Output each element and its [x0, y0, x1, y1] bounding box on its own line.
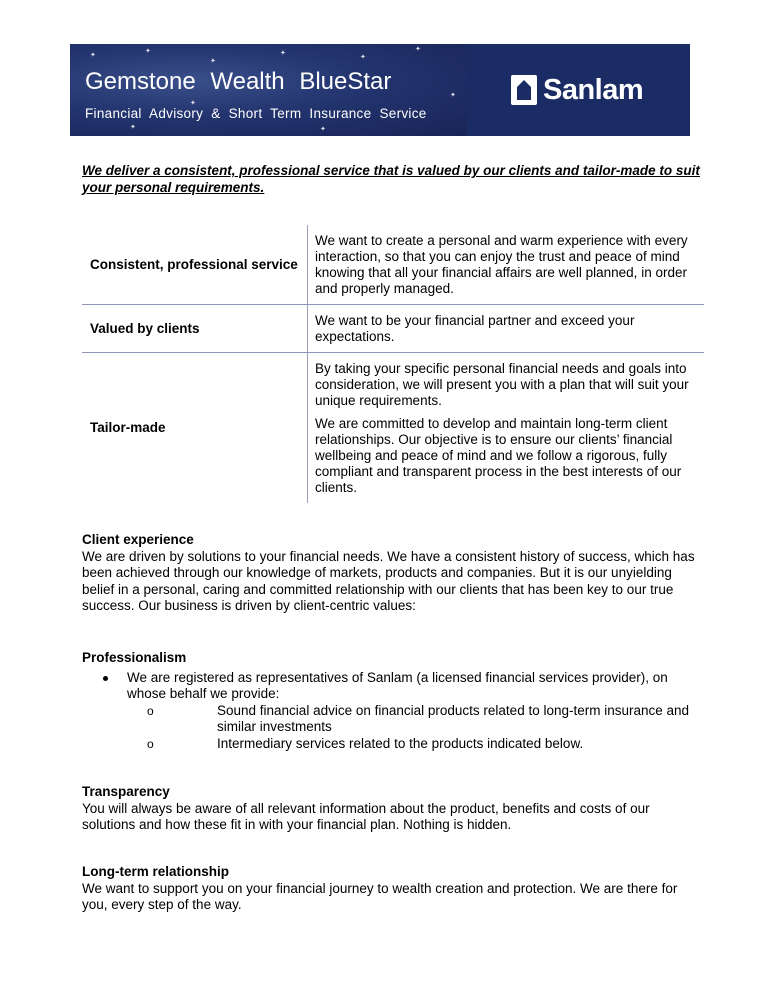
brand-name: Sanlam — [543, 74, 644, 106]
star-icon: ✦ — [190, 100, 196, 107]
professionalism-section — [82, 650, 702, 752]
value-paragraph: By taking your specific personal financial needs and goals into consideration, we will present you with a plan that will suit your unique requirements. — [315, 361, 689, 408]
star-icon: ✦ — [320, 126, 326, 133]
section-body: You will always be aware of all relevant information about the product, benefits and costs of our solutions and how these fit in with your financial plan. Nothing is hidden. — [82, 800, 650, 832]
value-paragraph: We are committed to develop and maintain long-term client relationships. Our objective is to ensure our clients’ financial wellbeing and peace of mind and we follow a rigorous, fully compliant and transparent process in the best interests of our clients. — [315, 416, 682, 495]
client-experience-section — [82, 532, 702, 615]
intro-statement: We deliver a consistent, professional service that is valued by our clients and tailor-made to suit your personal requirements. — [82, 163, 700, 195]
list-item — [82, 736, 702, 753]
list-item — [82, 670, 702, 753]
long-term-section — [82, 864, 702, 914]
sanlam-logo — [511, 74, 643, 106]
star-icon: ✦ — [280, 50, 286, 57]
section-heading: Professionalism — [82, 650, 187, 665]
value-description — [308, 353, 704, 503]
values-row — [82, 225, 704, 305]
values-row — [82, 353, 704, 503]
value-description — [308, 305, 704, 352]
value-label: Consistent, professional service — [82, 225, 308, 304]
section-heading: Long-term relationship — [82, 864, 230, 879]
header-banner — [70, 44, 690, 136]
value-paragraph: We want to create a personal and warm experience with every interaction, so that you can enjoy the trust and peace of mind knowing that all your financial affairs are well planned, in order and properly managed. — [315, 233, 688, 296]
star-icon: ✦ — [145, 48, 151, 55]
sub-item-text: Sound financial advice on financial products related to long-term insurance and similar investments — [217, 702, 690, 734]
circle-bullet-icon: o — [147, 736, 154, 751]
bullet-icon — [103, 676, 108, 681]
sub-item-text: Intermediary services related to the products indicated below. — [217, 735, 584, 751]
star-icon: ✦ — [360, 54, 366, 61]
banner-title: Gemstone Wealth BlueStar — [85, 68, 392, 95]
value-label: Valued by clients — [82, 305, 308, 352]
list-item — [82, 703, 702, 736]
section-heading: Transparency — [82, 784, 170, 799]
star-icon: ✦ — [450, 92, 456, 99]
star-icon: ✦ — [130, 124, 136, 131]
star-icon: ✦ — [415, 46, 421, 53]
transparency-section — [82, 784, 702, 834]
star-icon: ✦ — [90, 52, 96, 59]
value-paragraph: We want to be your financial partner and exceed your expectations. — [315, 313, 635, 344]
bullet-text: We are registered as representatives of Sanlam (a licensed financial services provider), on whose behalf we provide: — [127, 669, 668, 701]
section-heading: Client experience — [82, 532, 194, 547]
value-description — [308, 225, 704, 304]
values-table — [82, 225, 704, 503]
section-body: We are driven by solutions to your financial needs. We have a consistent history of success, which has been achieved through our knowledge of markets, products and companies. But it is our unyielding belief in a personal, caring and committed relationship with our clients that has been key to our true success. Our business is driven by client-centric values: — [82, 548, 695, 613]
banner-starfield — [70, 44, 467, 136]
value-label: Tailor-made — [82, 353, 308, 503]
shield-icon — [511, 75, 537, 105]
circle-bullet-icon: o — [147, 703, 154, 718]
sub-list — [127, 703, 702, 753]
star-icon: ✦ — [210, 58, 216, 65]
brand-panel — [467, 44, 690, 136]
section-body: We want to support you on your financial journey to wealth creation and protection. We are there for you, every step of the way. — [82, 880, 678, 912]
bullet-list — [82, 670, 702, 753]
banner-subtitle: Financial Advisory & Short Term Insurance Service — [85, 106, 427, 121]
values-row — [82, 305, 704, 353]
